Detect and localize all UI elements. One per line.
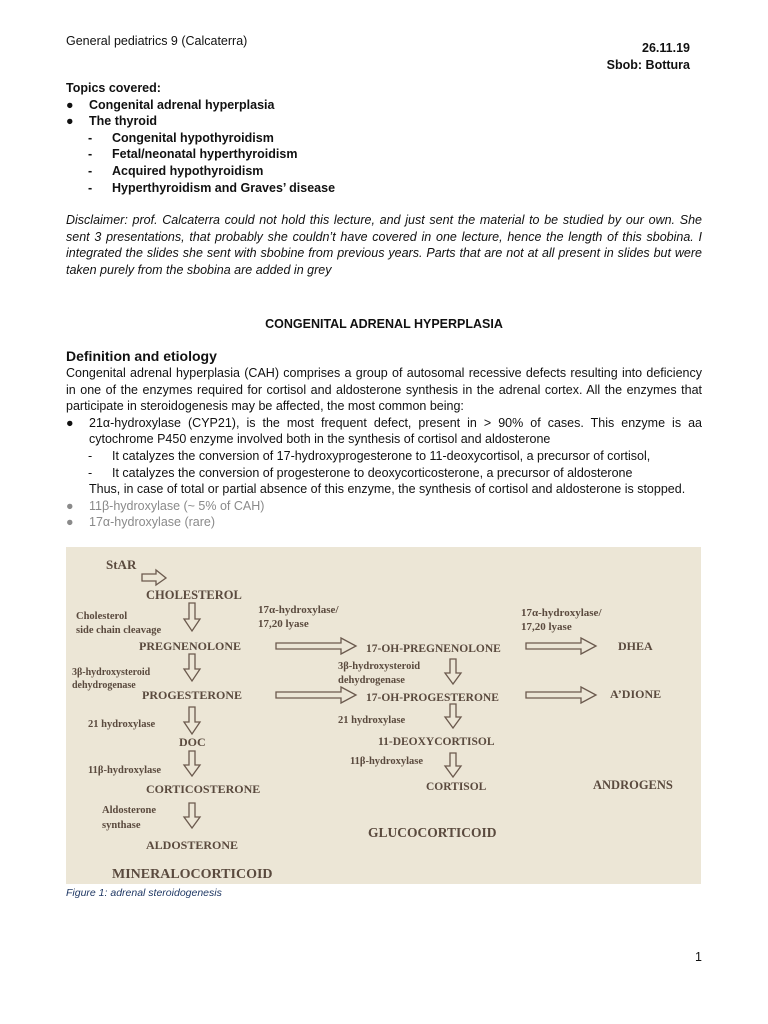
arrow-down-icon [445, 704, 461, 728]
label-21-hydroxylase: 21 hydroxylase [88, 719, 156, 730]
intro-paragraph: Congenital adrenal hyperplasia (CAH) comprises a group of autosomal recessive defects resulting into deficiency in one of the enzymes required for cortisol and aldosterone synthesis in the adrenal cortex. All the enzymes that participate in steroidogenesis may be affected, the most common being: [66, 366, 702, 414]
arrow-right-icon [276, 638, 356, 654]
topics-heading: Topics covered: [66, 81, 161, 95]
definition-body [66, 365, 702, 531]
label-hsd: dehydrogenase [338, 675, 405, 686]
header-author: Sbob: Bottura [606, 57, 690, 72]
label-corticosterone: CORTICOSTERONE [146, 782, 261, 796]
enzyme-conclusion: Thus, in case of total or partial absence of this enzyme, the synthesis of cortisol and aldosterone is stopped. [89, 482, 686, 497]
steroidogenesis-figure [66, 547, 701, 884]
topic-subitem: Fetal/neonatal hyperthyroidism [112, 147, 298, 162]
label-androgens: ANDROGENS [593, 778, 673, 792]
label-aldosterone-synthase: Aldosterone [102, 805, 157, 816]
label-cholesterol: CHOLESTEROL [146, 588, 242, 602]
arrow-down-icon [184, 751, 200, 776]
grey-item-row [66, 514, 702, 531]
label-scc: Cholesterol [76, 611, 128, 622]
dash-icon: - [88, 147, 93, 162]
label-oh-progesterone: 17-OH-PROGESTERONE [366, 692, 499, 704]
bullet-icon: ● [66, 498, 74, 513]
arrow-right-icon [526, 687, 596, 703]
label-scc: side chain cleavage [76, 625, 162, 636]
bullet-icon: ● [66, 97, 74, 112]
topic-item: The thyroid [89, 114, 158, 129]
label-doc: DOC [179, 735, 206, 749]
topic-subitem: Hyperthyroidism and Graves’ disease [112, 180, 336, 195]
arrow-down-icon [184, 654, 200, 681]
arrow-right-icon [142, 570, 166, 585]
page-number: 1 [695, 950, 702, 964]
arrow-down-icon [445, 753, 461, 777]
grey-item-row [66, 498, 702, 515]
document-title: General pediatrics 9 (Calcaterra) [66, 34, 248, 48]
header-date: 26.11.19 [642, 41, 690, 55]
arrow-right-icon [276, 687, 356, 703]
bullet-icon: ● [66, 415, 74, 430]
section-subheading: Definition and etiology [66, 348, 217, 364]
label-hsd: 3β-hydroxysteroid [338, 661, 421, 672]
label-progesterone: PROGESTERONE [142, 688, 243, 702]
label-deoxycortisol: 11-DEOXYCORTISOL [378, 736, 495, 748]
steroidogenesis-diagram [66, 547, 701, 884]
section-title: CONGENITAL ADRENAL HYPERPLASIA [265, 317, 503, 331]
topics-covered [66, 80, 706, 196]
label-adione: A’DIONE [610, 687, 662, 701]
label-oh-pregnenolone: 17-OH-PREGNENOLONE [366, 643, 501, 655]
label-hsd: dehydrogenase [72, 680, 136, 691]
arrow-down-icon [184, 707, 200, 734]
dash-icon: - [88, 163, 93, 178]
enzyme-subitem: It catalyzes the conversion of 17-hydroxyprogesterone to 11-deoxycortisol, a precursor of cortisol, [112, 448, 651, 463]
topic-subitem: Congenital hypothyroidism [112, 130, 274, 145]
dash-icon: - [88, 130, 93, 145]
label-lyase: 17,20 lyase [258, 618, 309, 630]
label-mineralocorticoid: MINERALOCORTICOID [112, 867, 273, 882]
arrow-down-icon [184, 803, 200, 828]
enzyme-subitem-row [66, 448, 702, 465]
bullet-icon: ● [66, 114, 74, 129]
header-meta [607, 40, 690, 73]
label-hsd: 3β-hydroxysteroid [72, 667, 151, 678]
enzyme-subitem: It catalyzes the conversion of progesterone to deoxycorticosterone, a precursor of aldosterone [112, 465, 633, 480]
topic-item: Congenital adrenal hyperplasia [89, 97, 275, 112]
enzyme-subitem-row [66, 465, 702, 482]
label-21-hydroxylase: 21 hydroxylase [338, 715, 406, 726]
arrow-down-icon [445, 659, 461, 684]
label-lyase: 17,20 lyase [521, 621, 572, 633]
dash-icon: - [88, 180, 93, 195]
label-11-hydroxylase: 11β-hydroxylase [350, 756, 424, 767]
disclaimer-paragraph: Disclaimer: prof. Calcaterra could not hold this lecture, and just sent the material to be studied by our own. She sent 3 presentations, that probably she couldn’t have covered in one lecture, hence the length of this sbobina. I integrated the slides she sent with sbobine from previous years. Parts that are not at all present in slides but were taken purely from the sbobina are added in grey [66, 213, 702, 277]
label-lyase: 17α-hydroxylase/ [258, 604, 339, 616]
label-star: StAR [106, 557, 137, 572]
arrow-right-icon [526, 638, 596, 654]
label-cortisol: CORTISOL [426, 781, 487, 793]
figure-caption: Figure 1: adrenal steroidogenesis [66, 887, 222, 899]
label-lyase: 17α-hydroxylase/ [521, 607, 602, 619]
grey-enzyme-item: 17α-hydroxylase (rare) [89, 515, 216, 530]
dash-icon: - [88, 448, 93, 463]
arrow-down-icon [184, 603, 200, 631]
enzyme-list [66, 415, 702, 448]
enzyme-main-item: 21α-hydroxylase (CYP21), is the most frequent defect, present in > 90% of cases. This enzyme is aa cytochrome P450 enzyme involved both in the synthesis of cortisol and aldosterone [89, 415, 702, 447]
label-aldosterone-synthase: synthase [102, 820, 141, 831]
grey-enzyme-item: 11β-hydroxylase (~ 5% of CAH) [89, 498, 265, 513]
dash-icon: - [88, 465, 93, 480]
label-aldosterone: ALDOSTERONE [146, 838, 239, 852]
label-11-hydroxylase: 11β-hydroxylase [88, 765, 162, 776]
bullet-icon: ● [66, 515, 74, 530]
label-glucocorticoid: GLUCOCORTICOID [368, 825, 497, 840]
label-pregnenolone: PREGNENOLONE [139, 639, 242, 653]
label-dhea: DHEA [618, 639, 653, 653]
topic-subitem: Acquired hypothyroidism [112, 163, 264, 178]
